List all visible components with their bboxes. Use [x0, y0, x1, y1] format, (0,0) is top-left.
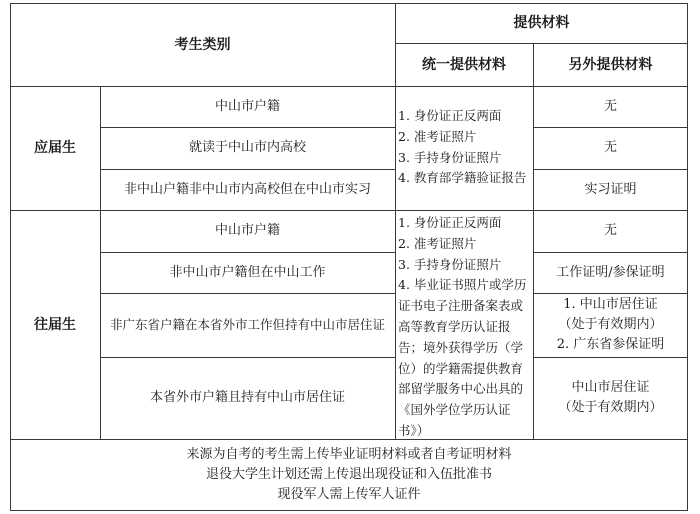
fresh-additional-2: 无 — [603, 140, 617, 155]
list-item: 2. 准考证照片 — [398, 128, 477, 144]
list-item: 1. 身份证正反两面 — [398, 108, 502, 123]
list-item: 《国外学位学历认证 — [398, 402, 511, 418]
header-category: 考生类别 — [174, 36, 231, 53]
list-item: 位）的学籍需提供教育 — [398, 360, 524, 376]
additional-line: 中山市居住证 — [571, 380, 650, 395]
list-item: 3. 手持身份证照片 — [398, 149, 502, 165]
header-materials: 提供材料 — [513, 15, 570, 31]
additional-line: （处于有效期内） — [558, 317, 663, 332]
additional-line: （处于有效期内） — [558, 400, 663, 415]
list-item: 4. 毕业证书照片或学历 — [398, 277, 527, 293]
list-item: 4. 教育部学籍验证报告 — [398, 170, 527, 186]
previous-category-4: 本省外市户籍且持有中山市居住证 — [149, 390, 345, 405]
additional-line: 1. 中山市居住证 — [563, 297, 658, 312]
list-item: 证书电子注册备案表或 — [398, 298, 524, 314]
fresh-category-2: 就读于中山市内高校 — [188, 140, 306, 155]
note-line: 现役军人需上传军人证件 — [277, 486, 421, 502]
group-label-fresh: 应届生 — [34, 140, 76, 156]
previous-category-3: 非广东省户籍在本省外市工作但持有中山市居住证 — [109, 317, 385, 332]
list-item: 部留学服务中心出具的 — [398, 381, 524, 397]
list-item: 1. 身份证正反两面 — [398, 215, 502, 230]
fresh-category-3: 非中山户籍非中山市内高校但在中山市实习 — [123, 181, 371, 197]
previous-additional-1: 无 — [603, 223, 617, 238]
list-item: 3. 手持身份证照片 — [398, 256, 502, 272]
fresh-category-1: 中山市户籍 — [214, 98, 280, 114]
header-unified-materials: 统一提供材料 — [422, 56, 506, 73]
note-line: 来源为自考的考生需上传毕业证明材料或者自考证明材料 — [186, 446, 512, 462]
list-item: 2. 准考证照片 — [398, 235, 477, 251]
list-item: 告；境外获得学历（学 — [398, 339, 524, 355]
list-item: 高等教育学历认证报 — [398, 318, 511, 334]
previous-additional-4 — [533, 357, 688, 439]
fresh-additional-1: 无 — [603, 98, 617, 114]
note-line: 退役大学生计划还需上传退出现役证和入伍批准书 — [205, 466, 492, 482]
fresh-additional-3: 实习证明 — [584, 181, 637, 197]
header-additional-materials: 另外提供材料 — [568, 56, 653, 73]
footer-notes — [10, 439, 688, 510]
previous-category-1: 中山市户籍 — [214, 223, 280, 238]
additional-line: 2. 广东省参保证明 — [556, 337, 665, 352]
previous-category-2: 非中山市户籍但在中山工作 — [169, 264, 326, 280]
group-label-previous: 往届生 — [34, 316, 76, 333]
previous-additional-3 — [533, 293, 688, 357]
previous-additional-2: 工作证明/参保证明 — [556, 264, 665, 280]
list-item: 书》） — [398, 422, 430, 438]
previous-unified-list — [398, 213, 532, 442]
fresh-unified-list — [398, 106, 532, 189]
